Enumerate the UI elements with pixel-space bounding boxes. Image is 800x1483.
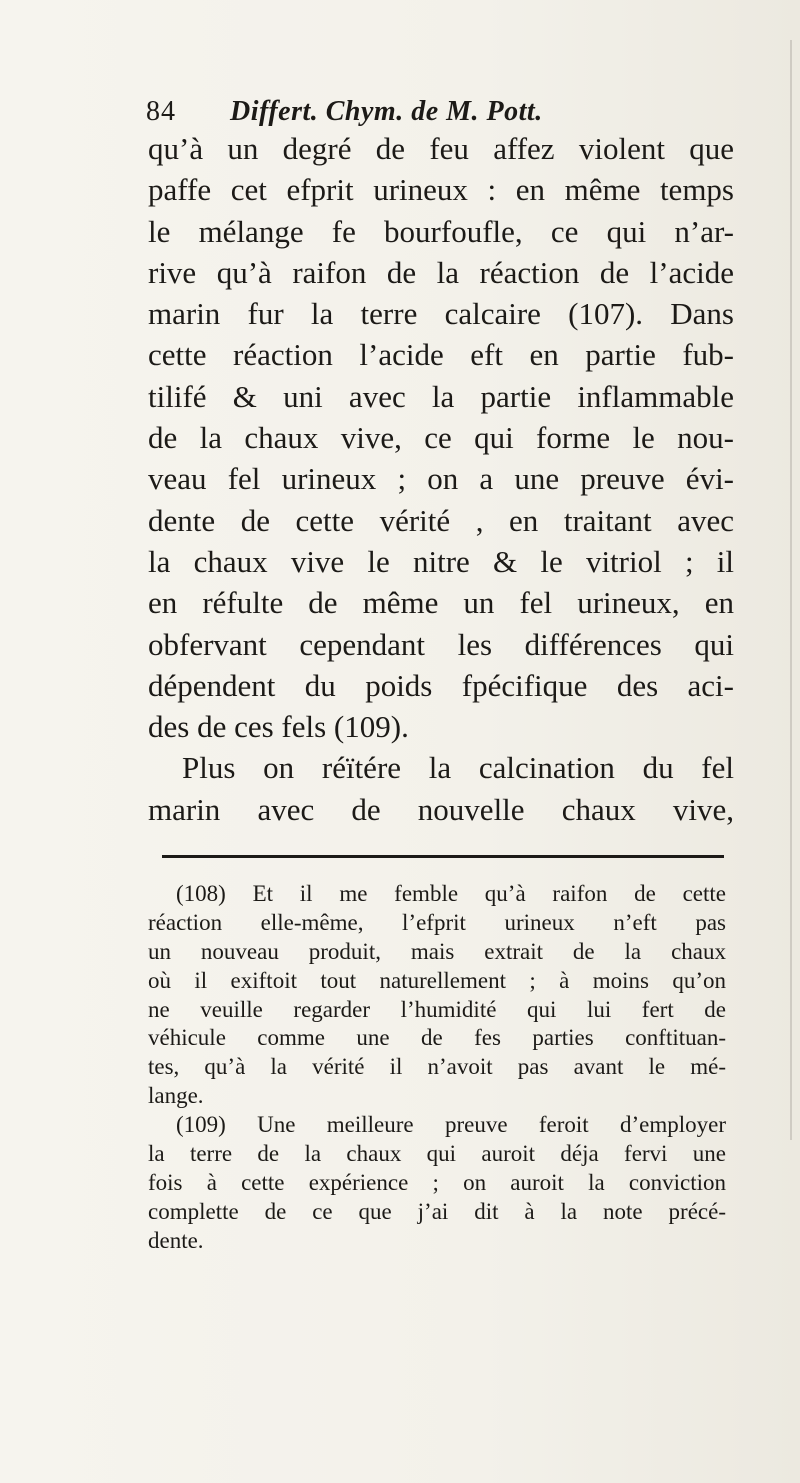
footnote-108-line: ne veuille regarder l’humidité qui lui fert de: [148, 996, 726, 1022]
text-line: dépendent du poids fpécifique des aci-: [148, 667, 734, 703]
text-line: qu’à un degré de feu affez violent que: [148, 131, 734, 166]
page-edge-shadow: [790, 40, 792, 1140]
running-title: Differt. Chym. de M. Pott.: [230, 96, 543, 127]
text-line: des de ces fels (109).: [148, 709, 409, 745]
footnote-108-line: où il exiftoit tout naturellement ; à moins qu’on: [148, 967, 726, 993]
text-line: de la chaux vive, ce qui forme le nou-: [148, 420, 734, 456]
footnote-109-line: fois à cette expérience ; on auroit la conviction: [148, 1169, 726, 1195]
text-line: cette réaction l’acide eft en partie fub-: [148, 337, 734, 373]
text-line: rive qu’à raifon de la réaction de l’acide: [148, 254, 734, 290]
footnote-109-line: (109) Une meilleure preuve feroit d’employer: [176, 1112, 726, 1138]
footnotes: [148, 880, 726, 1256]
footnote-108-line: tes, qu’à la vérité il n’avoit pas avant le mé-: [148, 1054, 726, 1080]
text-line: marin avec de nouvelle chaux vive,: [148, 791, 734, 827]
footnote-rule: [162, 855, 724, 858]
footnote-108-line: (108) Et il me femble qu’à raifon de cette: [176, 881, 726, 906]
footnote-109-line: la terre de la chaux qui auroit déja fervi une: [148, 1141, 726, 1167]
footnote-108-line: lange.: [148, 1083, 204, 1109]
text-line: la chaux vive le nitre & le vitriol ; il: [148, 543, 734, 579]
footnote-108-line: un nouveau produit, mais extrait de la chaux: [148, 938, 726, 964]
text-line: tilifé & uni avec la partie inflammable: [148, 378, 734, 414]
text-line: veau fel urineux ; on a une preuve évi-: [148, 461, 734, 497]
paragraph-start-line: Plus on réïtére la calcination du fel: [182, 750, 734, 786]
text-line: paffe cet efprit urineux : en même temps: [148, 172, 734, 208]
text-line: le mélange fe bourfoufle, ce qui n’ar-: [148, 213, 734, 249]
page-number: 84: [146, 96, 176, 127]
text-line: obfervant cependant les différences qui: [148, 626, 734, 662]
footnote-108-line: véhicule comme une de fes parties conftituan-: [148, 1025, 726, 1051]
running-head: [146, 92, 736, 132]
main-text: [148, 128, 734, 830]
text-line: dente de cette vérité , en traitant avec: [148, 502, 734, 538]
footnote-108-line: réaction elle-même, l’efprit urineux n’eft pas: [148, 909, 726, 935]
text-line: marin fur la terre calcaire (107). Dans: [148, 296, 734, 332]
text-line: en réfulte de même un fel urineux, en: [148, 585, 734, 621]
footnote-109-line: dente.: [148, 1227, 204, 1253]
footnote-109-line: complette de ce que j’ai dit à la note précé-: [148, 1198, 726, 1224]
